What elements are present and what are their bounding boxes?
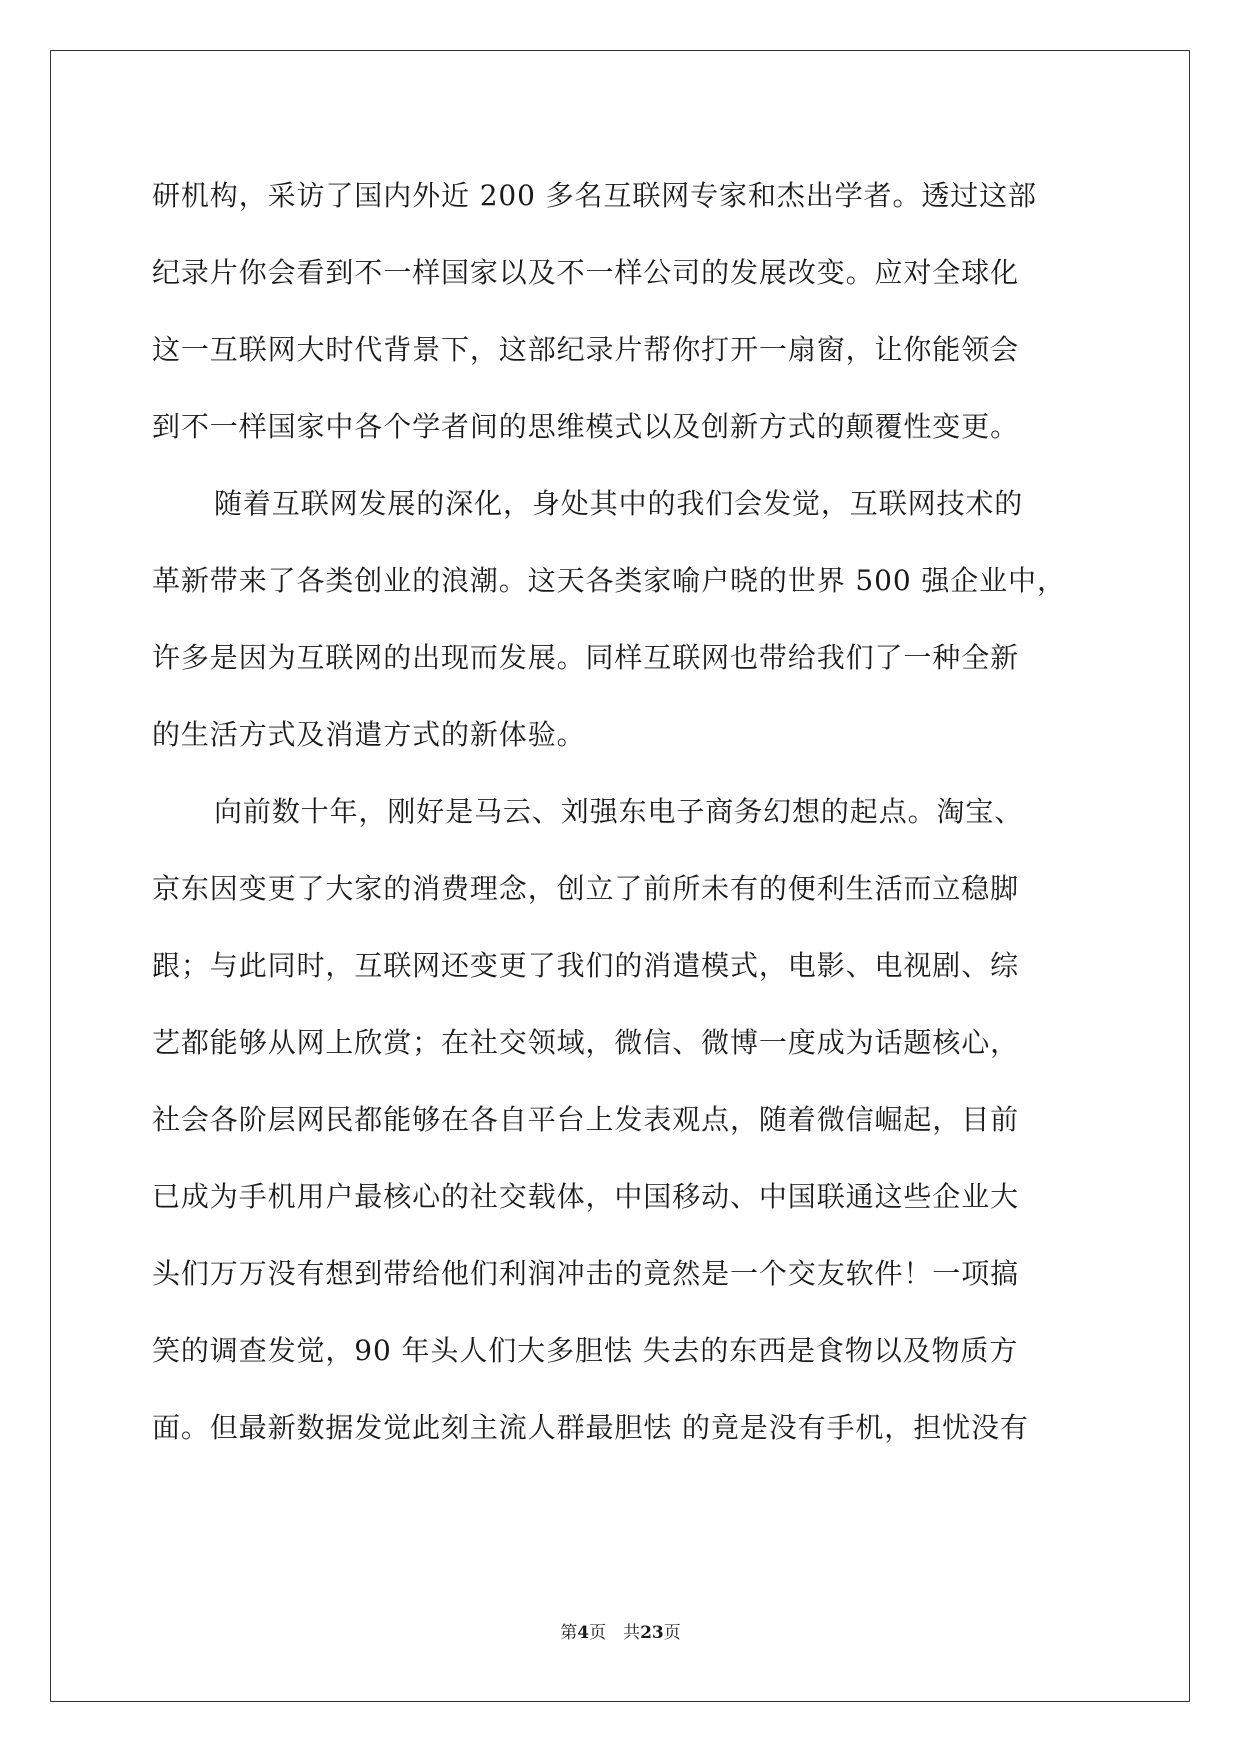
footer-prefix: 第: [560, 1623, 578, 1643]
text-line: 革新带来了各类创业的浪潮。这天各类家喻户晓的世界 500 强企业中，: [152, 564, 1066, 597]
text-line: 的生活方式及消遣方式的新体验。: [152, 718, 586, 751]
paragraph-first-line: 随着互联网发展的深化，身处其中的我们会发觉，互联网技术的: [214, 487, 1024, 520]
text-line: 到不一样国家中各个学者间的思维模式以及创新方式的颠覆性变更。: [152, 410, 1020, 443]
document-body: [152, 157, 1087, 1466]
text-line: 京东因变更了大家的消费理念，创立了前所未有的便利生活而立稳脚: [152, 872, 1020, 905]
footer-suffix: 页: [663, 1623, 681, 1643]
page-footer: [0, 1618, 1241, 1643]
text-line: 已成为手机用户最核心的社交载体，中国移动、中国联通这些企业大: [152, 1180, 1020, 1213]
total-pages: 23: [640, 1623, 664, 1643]
text-line: 社会各阶层网民都能够在各自平台上发表观点，随着微信崛起，目前: [152, 1103, 1020, 1136]
text-line: 艺都能够从网上欣赏；在社交领域，微信、微博一度成为话题核心，: [152, 1026, 1020, 1059]
text-line: 纪录片你会看到不一样国家以及不一样公司的发展改变。应对全球化: [152, 256, 1020, 289]
text-line: 研机构，采访了国内外近 200 多名互联网专家和杰出学者。透过这部: [152, 179, 1037, 212]
paragraph-first-line: 向前数十年，刚好是马云、刘强东电子商务幻想的起点。淘宝、: [214, 795, 1024, 828]
text-line: 面。但最新数据发觉此刻主流人群最胆怯 的竟是没有手机，担忧没有: [152, 1411, 1029, 1444]
text-line: 笑的调查发觉，90 年头人们大多胆怯 失去的东西是食物以及物质方: [152, 1334, 1019, 1367]
text-line: 头们万万没有想到带给他们利润冲击的竟然是一个交友软件！一项搞: [152, 1257, 1020, 1290]
page-number: 4: [577, 1623, 590, 1643]
footer-mid: 页 共: [589, 1623, 641, 1643]
text-line: 许多是因为互联网的出现而发展。同样互联网也带给我们了一种全新: [152, 641, 1020, 674]
text-line: 这一互联网大时代背景下，这部纪录片帮你打开一扇窗，让你能领会: [152, 333, 1020, 366]
text-line: 跟；与此同时，互联网还变更了我们的消遣模式，电影、电视剧、综: [152, 949, 1020, 982]
